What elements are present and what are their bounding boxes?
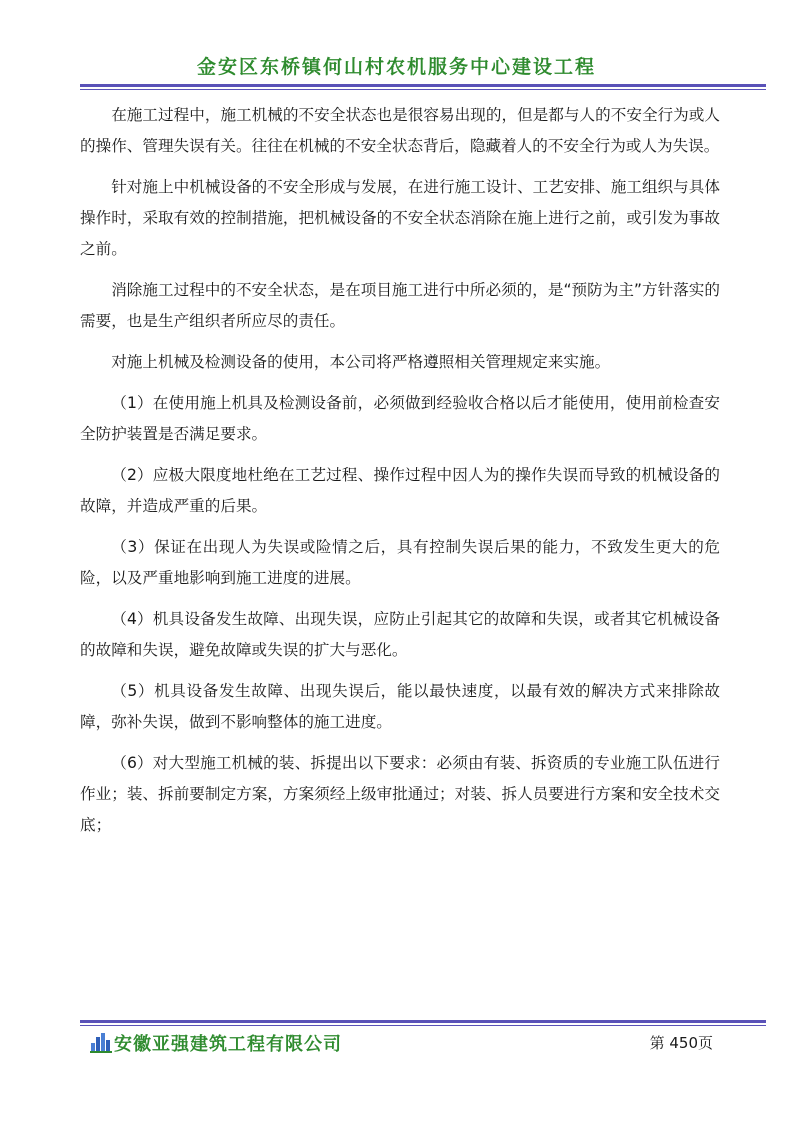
header-rule <box>80 84 766 87</box>
document-body <box>80 100 720 851</box>
building-logo-icon <box>90 1031 112 1053</box>
page-number: 第 450页 <box>649 1034 713 1052</box>
paragraph: （5）机具设备发生故障、出现失误后，能以最快速度，以最有效的解决方式来排除故障，弥补失误，做到不影响整体的施工进度。 <box>80 682 720 731</box>
header-rule-thin <box>80 89 766 90</box>
paragraph: （4）机具设备发生故障、出现失误，应防止引起其它的故障和失误，或者其它机械设备的故障和失误，避免故障或失误的扩大与恶化。 <box>80 610 720 659</box>
paragraph: 对施上机械及检测设备的使用，本公司将严格遵照相关管理规定来实施。 <box>111 353 611 371</box>
paragraph: （2）应极大限度地杜绝在工艺过程、操作过程中因人为的操作失误而导致的机械设备的故障，并造成严重的后果。 <box>80 466 720 515</box>
paragraph: 消除施工过程中的不安全状态，是在项目施工进行中所必须的，是“预防为主”方针落实的需要，也是生产组织者所应尽的责任。 <box>80 281 720 330</box>
footer-rule-thin <box>80 1025 766 1026</box>
page-header-title: 金安区东桥镇何山村农机服务中心建设工程 <box>196 56 596 78</box>
footer-rule <box>80 1020 766 1023</box>
paragraph: （1）在使用施上机具及检测设备前，必须做到经验收合格以后才能使用，使用前检查安全防护装置是否满足要求。 <box>80 394 720 443</box>
footer-company-name: 安徽亚强建筑工程有限公司 <box>114 1034 342 1055</box>
paragraph: （6）对大型施工机械的装、拆提出以下要求：必须由有装、拆资质的专业施工队伍进行作业；装、拆前要制定方案，方案须经上级审批通过；对装、拆人员要进行方案和安全技术交底； <box>80 754 720 834</box>
paragraph: 针对施上中机械设备的不安全形成与发展，在进行施工设计、工艺安排、施工组织与具体操作时，采取有效的控制措施，把机械设备的不安全状态消除在施上进行之前，或引发为事故之前。 <box>80 178 720 258</box>
paragraph: （3）保证在出现人为失误或险情之后，具有控制失误后果的能力，不致发生更大的危险，以及严重地影响到施工进度的进展。 <box>80 538 720 587</box>
paragraph: 在施工过程中，施工机械的不安全状态也是很容易出现的，但是都与人的不安全行为或人的操作、管理失误有关。往往在机械的不安全状态背后，隐藏着人的不安全行为或人为失误。 <box>80 106 720 155</box>
